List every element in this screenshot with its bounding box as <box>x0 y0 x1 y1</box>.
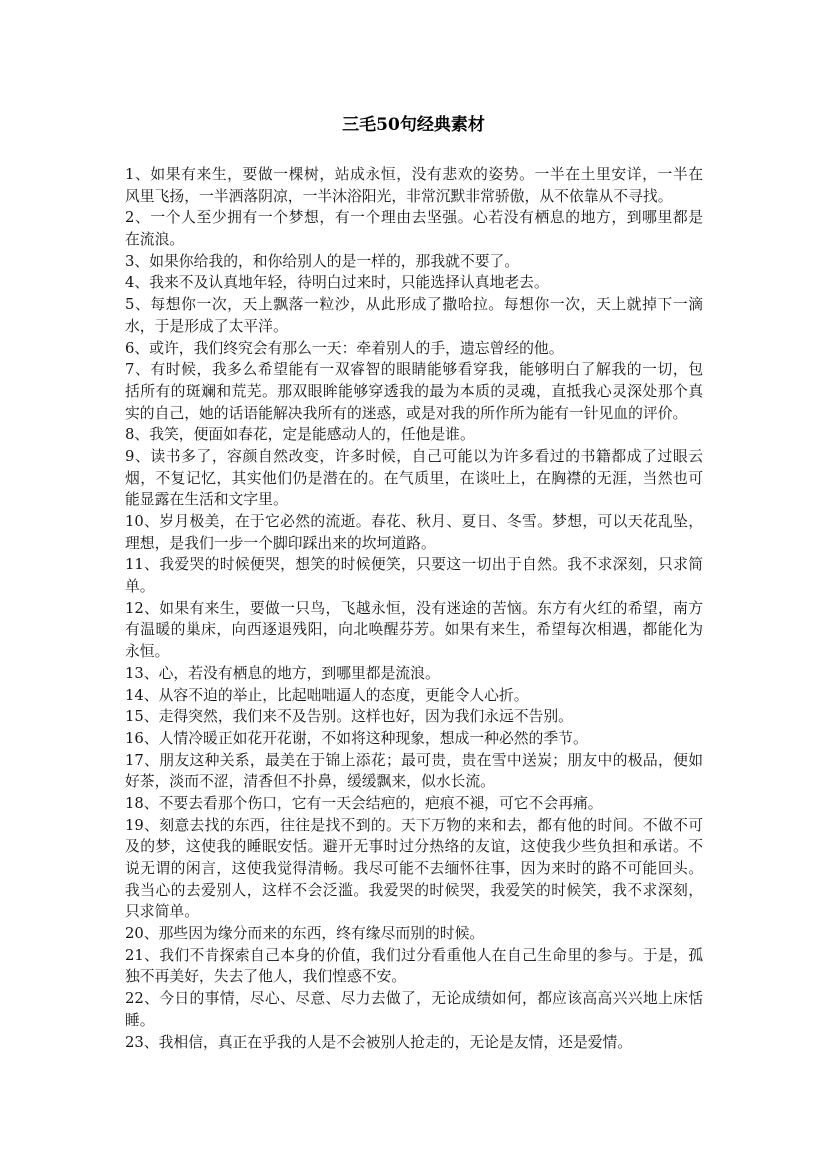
quote-line: 独不再美好，失去了他人，我们惶惑不安。 <box>125 968 407 986</box>
quote-line: 2、一个人至少拥有一个梦想，有一个理由去坚强。心若没有栖息的地方，到哪里都是 <box>125 209 703 227</box>
quote-line: 说无谓的闲言，这使我觉得清畅。我尽可能不去缅怀往事，因为来时的路不可能回头。 <box>125 860 703 877</box>
quote-line: 好茶，淡而不涩，清香但不扑鼻，缓缓飘来，似水长流。 <box>125 773 495 791</box>
quote-line: 实的自己，她的话语能解决我所有的迷惑，或是对我的所作所为能有一针见血的评价。 <box>125 404 688 422</box>
document-title: 三毛50句经典素材 <box>342 115 485 135</box>
quote-item-15 <box>125 706 703 728</box>
quote-line: 6、或许，我们终究会有那么一天：牵着别人的手，遗忘曾经的他。 <box>125 339 564 357</box>
quote-item-18 <box>125 793 703 815</box>
quote-item-10 <box>125 511 703 554</box>
quote-item-7 <box>125 359 703 424</box>
quote-line: 在流浪。 <box>125 231 185 249</box>
quote-line: 有温暖的巢床，向西逐退残阳，向北唤醒芬芳。如果有来生，希望每次相遇，都能化为 <box>125 621 703 639</box>
quote-line: 13、心，若没有栖息的地方，到哪里都是流浪。 <box>125 664 440 682</box>
quote-line: 括所有的斑斓和荒芜。那双眼眸能够穿透我的最为本质的灵魂，直抵我心灵深处那个真 <box>125 382 703 400</box>
quote-line: 17、朋友这种关系，最美在于锦上添花；最可贵，贵在雪中送炭；朋友中的极品，便如 <box>125 751 703 769</box>
quote-line: 7、有时候，我多么希望能有一双睿智的眼睛能够看穿我，能够明白了解我的一切，包 <box>125 361 703 379</box>
quote-item-1 <box>125 164 703 207</box>
quote-item-19 <box>125 815 703 923</box>
quote-item-9 <box>125 446 703 511</box>
quote-line: 3、如果你给我的，和你给别人的是一样的，那我就不要了。 <box>125 252 520 270</box>
quote-line: 21、我们不肯探索自己本身的价值，我们过分看重他人在自己生命里的参与。于是，孤 <box>125 946 703 964</box>
quote-line: 烟，不复记忆，其实他们仍是潜在的。在气质里，在谈吐上，在胸襟的无涯，当然也可 <box>125 469 703 487</box>
quote-line: 只求简单。 <box>125 903 199 921</box>
quote-line: 18、不要去看那个伤口，它有一天会结疤的，疤痕不褪，可它不会再痛。 <box>125 794 603 812</box>
quote-item-8 <box>125 424 703 446</box>
quote-item-21 <box>125 945 703 988</box>
quote-item-17 <box>125 750 703 793</box>
quote-line: 睡。 <box>125 1011 155 1029</box>
quote-line: 及的梦，这使我的睡眠安恬。避开无事时过分热络的友谊，这使我少些负担和承诺。不 <box>125 838 703 856</box>
quote-line: 8、我笑，便面如春花，定是能感动人的，任他是谁。 <box>125 426 475 444</box>
quote-item-2 <box>125 207 703 250</box>
quote-line: 能显露在生活和文字里。 <box>125 491 288 509</box>
quote-line: 我当心的去爱别人，这样不会泛滥。我爱哭的时候哭，我爱笑的时候笑，我不求深刻， <box>125 881 703 899</box>
quote-line: 理想，是我们一步一个脚印踩出来的坎坷道路。 <box>125 534 436 552</box>
quote-line: 15、走得突然，我们来不及告别。这样也好，因为我们永远不告别。 <box>125 708 573 726</box>
quote-item-23 <box>125 1032 703 1054</box>
quote-line: 10、岁月极美，在于它必然的流逝。春花、秋月、夏日、冬雪。梦想，可以天花乱坠， <box>125 513 703 530</box>
quote-line: 9、读书多了，容颜自然改变，许多时候，自己可能以为许多看过的书籍都成了过眼云 <box>125 447 703 465</box>
quote-line: 5、每想你一次，天上飘落一粒沙，从此形成了撒哈拉。每想你一次，天上就掉下一滴 <box>125 296 703 314</box>
quote-item-22 <box>125 988 703 1031</box>
quote-line: 14、从容不迫的举止，比起咄咄逼人的态度，更能令人心折。 <box>125 686 529 704</box>
quote-item-11 <box>125 554 703 597</box>
quote-item-20 <box>125 923 703 945</box>
quote-item-4 <box>125 272 703 294</box>
quote-line: 4、我来不及认真地年轻，待明白过来时，只能选择认真地老去。 <box>125 274 549 292</box>
quote-line: 16、人情冷暖正如花开花谢，不如将这种现象，想成一种必然的季节。 <box>125 729 588 747</box>
quote-line: 11、我爱哭的时候便哭，想笑的时候便笑，只要这一切出于自然。我不求深刻，只求简 <box>125 556 703 574</box>
quote-item-5 <box>125 294 703 337</box>
quote-line: 永恒。 <box>125 643 170 661</box>
quote-item-14 <box>125 685 703 707</box>
quote-item-13 <box>125 663 703 685</box>
quote-line: 22、今日的事情，尽心、尽意、尽力去做了，无论成绩如何，都应该高高兴兴地上床恬 <box>125 990 703 1008</box>
quote-item-6 <box>125 338 703 360</box>
quote-line: 单。 <box>125 578 155 596</box>
quote-line: 12、如果有来生，要做一只鸟，飞越永恒，没有迷途的苦恼。东方有火红的希望，南方 <box>125 599 703 617</box>
quote-line: 20、那些因为缘分而来的东西，终有缘尽而别的时候。 <box>125 925 485 943</box>
quote-line: 23、我相信，真正在乎我的人是不会被别人抢走的，无论是友情，还是爱情。 <box>125 1033 633 1051</box>
quote-line: 1、如果有来生，要做一棵树，站成永恒，没有悲欢的姿势。一半在土里安详，一半在 <box>125 166 703 183</box>
quote-item-3 <box>125 251 703 273</box>
quote-item-12 <box>125 598 703 663</box>
document-body <box>125 164 703 1053</box>
quote-line: 19、刻意去找的东西，往往是找不到的。天下万物的来和去，都有他的时间。不做不可 <box>125 816 703 834</box>
quote-item-16 <box>125 728 703 750</box>
quote-line: 水，于是形成了太平洋。 <box>125 317 288 335</box>
quote-line: 风里飞扬，一半洒落阴凉，一半沐浴阳光，非常沉默非常骄傲，从不依靠从不寻找。 <box>125 187 673 205</box>
